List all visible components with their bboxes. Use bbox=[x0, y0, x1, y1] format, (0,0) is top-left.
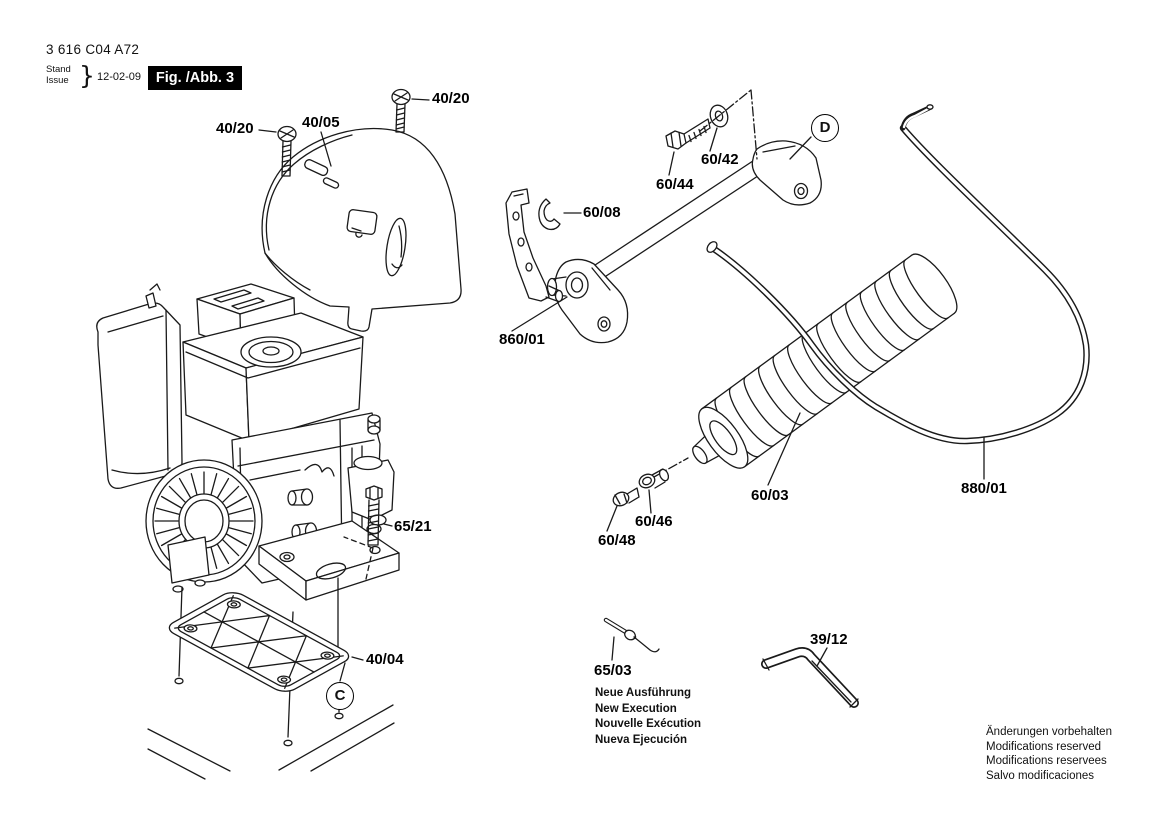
modifications-note bbox=[986, 725, 1112, 783]
reference-marker-c: C bbox=[326, 682, 354, 710]
stand-issue-label bbox=[46, 65, 71, 86]
note-line-fr: Nouvelle Exécution bbox=[595, 718, 702, 730]
hex-key-drawing bbox=[763, 648, 858, 707]
mods-line-en: Modifications reserved bbox=[986, 740, 1102, 753]
engine-drawing bbox=[97, 284, 399, 600]
pin-65-03-drawing bbox=[606, 620, 659, 660]
screw-40-20-right-drawing bbox=[392, 90, 410, 133]
callout-60-44: 60/44 bbox=[656, 176, 694, 193]
roller-drawing bbox=[675, 247, 965, 486]
issue-label: Issue bbox=[46, 74, 69, 86]
stand-label: Stand bbox=[46, 64, 71, 75]
callout-60-48: 60/48 bbox=[598, 532, 636, 549]
callout-60-42: 60/42 bbox=[701, 151, 739, 168]
callout-60-08: 60/08 bbox=[583, 204, 621, 221]
mods-line-de: Änderungen vorbehalten bbox=[986, 726, 1112, 738]
callout-60-46: 60/46 bbox=[635, 513, 673, 530]
callout-65-03: 65/03 bbox=[594, 662, 632, 679]
new-execution-note bbox=[595, 686, 701, 748]
issue-date: 12-02-09 bbox=[97, 71, 142, 83]
brace-glyph: } bbox=[79, 61, 95, 90]
callout-40-20-right: 40/20 bbox=[432, 90, 470, 107]
base-plate-drawing bbox=[163, 590, 354, 695]
callout-60-03: 60/03 bbox=[751, 487, 789, 504]
note-line-de: Neue Ausführung bbox=[595, 687, 692, 699]
callout-39-12: 39/12 bbox=[810, 631, 848, 648]
reference-marker-d: D bbox=[811, 114, 839, 142]
fastener-60-46-drawing bbox=[637, 458, 688, 513]
callout-40-20-left: 40/20 bbox=[216, 120, 254, 137]
mods-line-es: Salvo modificaciones bbox=[986, 769, 1095, 782]
callout-40-04: 40/04 bbox=[366, 651, 404, 668]
callout-880-01: 880/01 bbox=[961, 480, 1007, 497]
callout-860-01: 860/01 bbox=[499, 331, 545, 348]
callout-40-05: 40/05 bbox=[302, 114, 340, 131]
callout-65-21: 65/21 bbox=[394, 518, 432, 535]
note-line-es: Nueva Ejecución bbox=[595, 733, 688, 746]
mods-line-fr: Modifications reservees bbox=[986, 755, 1107, 768]
note-line-en: New Execution bbox=[595, 702, 677, 715]
figure-number-box: Fig. /Abb. 3 bbox=[148, 66, 242, 90]
part-number: 3 616 C04 A72 bbox=[46, 42, 140, 57]
frame-corner-drawing bbox=[148, 705, 394, 779]
